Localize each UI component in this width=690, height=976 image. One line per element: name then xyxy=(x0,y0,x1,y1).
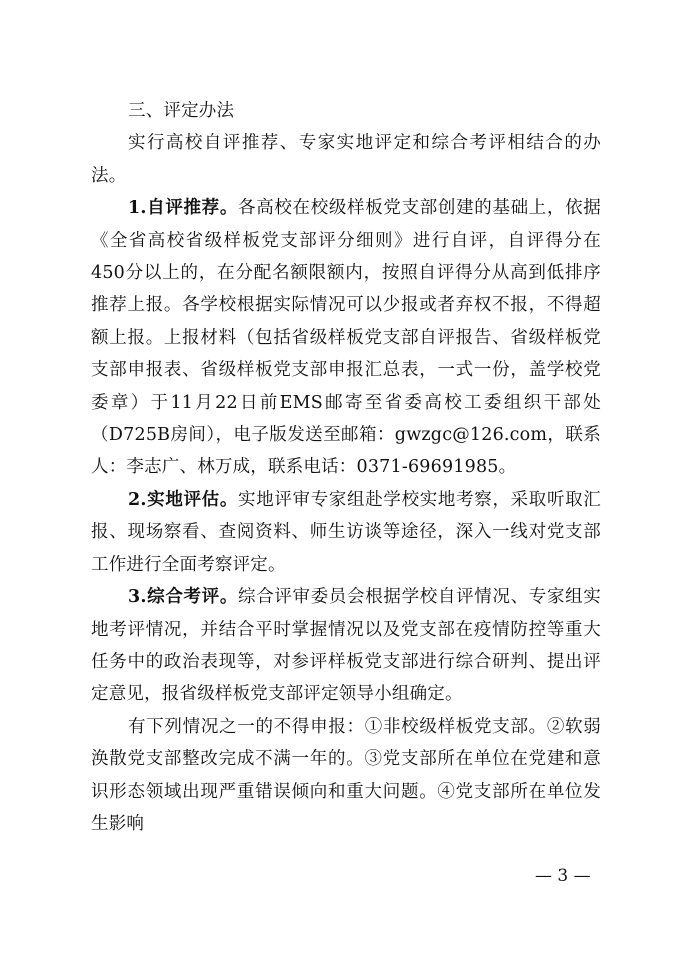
item-text: 综合评审委员会根据学校自评情况、专家组实地考评情况，并结合平时掌握情况以及党支部在疫情防控等重大任务中的政治表现等，对参评样板党支部进行综合研判、提出评定意见，报省级样板党支部评定领导小组确定。 xyxy=(91,587,602,705)
item-text: 实地评审专家组赴学校实地考察，采取听取汇报、现场察看、查阅资料、师生访谈等途径，深入一线对党支部工作进行全面考察评定。 xyxy=(91,489,602,575)
item-text: 各高校在校级样板党支部创建的基础上，依据《全省高校省级样板党支部评分细则》进行自评，自评得分在450分以上的，在分配名额限额内，按照自评得分从高到低排序推荐上报。各学校根据实际情况可以少报或者弃权不报，不得超额上报。上报材料（包括省级样板党支部自评报告、省级样板党支部申报表、省级样板党支部申报汇总表，一式一份，盖学校党委章）于11月22日前EMS邮寄至省委高校工委组织干部处（D725B房间），电子版发送至邮箱：gwzgc@126.com，联系人：李志广、林万成，联系电话：0371-69691985。 xyxy=(91,198,602,478)
item-paragraph-comprehensive-evaluation xyxy=(91,581,601,711)
section-heading: 三、评定办法 xyxy=(128,101,235,121)
item-paragraph-self-evaluation xyxy=(91,192,601,484)
item-title: 3.综合考评。 xyxy=(128,587,239,608)
exclusions-paragraph: 有下列情况之一的不得申报：①非校级样板党支部。②软弱涣散党支部整改完成不满一年的。③党支部所在单位在党建和意识形态领域出现严重错误倾向和重大问题。④党支部所在单位发生影响 xyxy=(91,716,601,834)
item-paragraph-onsite-evaluation xyxy=(91,484,601,581)
page-number: — 3 — xyxy=(535,866,591,886)
item-title: 1.自评推荐。 xyxy=(128,198,239,219)
item-title: 2.实地评估。 xyxy=(128,489,239,510)
document-body xyxy=(91,95,601,840)
intro-paragraph: 实行高校自评推荐、专家实地评定和综合考评相结合的办法。 xyxy=(91,133,601,186)
